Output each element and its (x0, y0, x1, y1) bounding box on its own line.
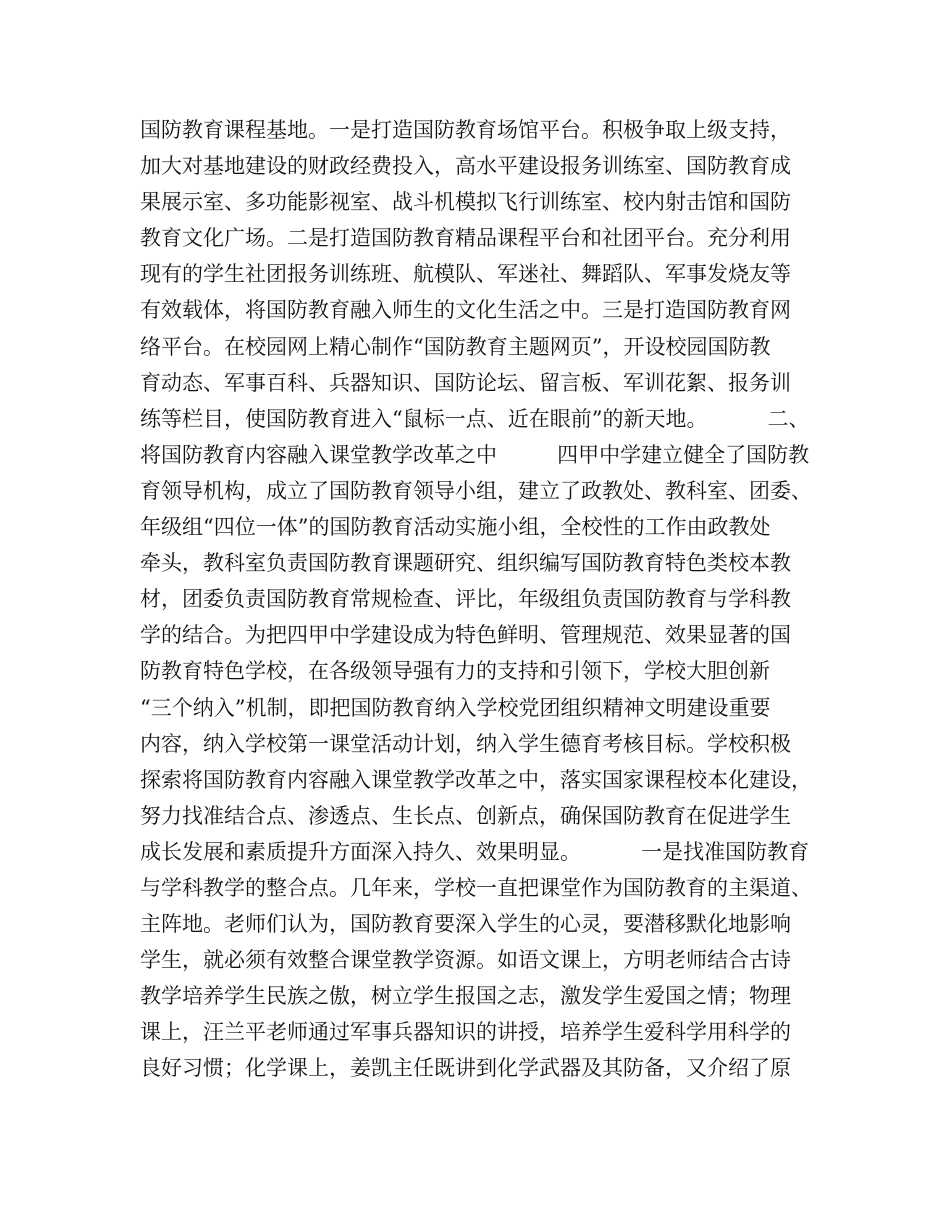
text-line: 育领导机构，成立了国防教育领导小组，建立了政教处、教科室、团委、 (140, 478, 812, 503)
text-line: 主阵地。老师们认为，国防教育要深入学生的心灵，要潜移默化地影响 (140, 912, 791, 937)
text-line: 成长发展和素质提升方面深入持久、效果明显。 一是找准国防教育 (140, 839, 810, 864)
text-line: 学生，就必须有效整合课堂教学资源。如语文课上，方明老师结合古诗 (140, 948, 791, 973)
text-line: 课上，汪兰平老师通过军事兵器知识的讲授，培养学生爱科学用科学的 (140, 1020, 791, 1045)
text-line: 探索将国防教育内容融入课堂教学改革之中，落实国家课程校本化建设， (140, 767, 812, 792)
text-line: 防教育特色学校，在各级领导强有力的支持和引领下，学校大胆创新 (140, 659, 770, 684)
text-line: 练等栏目，使国防教育进入“鼠标一点、近在眼前”的新天地。 二、 (140, 406, 810, 431)
text-line: 有效载体，将国防教育融入师生的文化生活之中。三是打造国防教育网 (140, 298, 791, 323)
text-line: 牵头，教科室负责国防教育课题研究、组织编写国防教育特色类校本教 (140, 551, 791, 576)
text-line: 年级组“四位一体”的国防教育活动实施小组，全校性的工作由政教处 (140, 515, 771, 540)
text-line: 果展示室、多功能影视室、战斗机模拟飞行训练室、校内射击馆和国防 (140, 190, 791, 215)
text-line: 加大对基地建设的财政经费投入，高水平建设报务训练室、国防教育成 (140, 154, 791, 179)
text-line: 将国防教育内容融入课堂教学改革之中 四甲中学建立健全了国防教 (140, 442, 810, 467)
text-line: 现有的学生社团报务训练班、航模队、军迷社、舞蹈队、军事发烧友等 (140, 262, 791, 287)
body-text (140, 112, 830, 1087)
text-line: 努力找准结合点、渗透点、生长点、创新点，确保国防教育在促进学生 (140, 803, 791, 828)
text-line: 教育文化广场。二是打造国防教育精品课程平台和社团平台。充分利用 (140, 226, 791, 251)
text-line: 络平台。在校园网上精心制作“国防教育主题网页”，开设校园国防教 (140, 334, 771, 359)
text-line: 内容，纳入学校第一课堂活动计划，纳入学生德育考核目标。学校积极 (140, 731, 791, 756)
text-line: “三个纳入”机制，即把国防教育纳入学校党团组织精神文明建设重要 (140, 695, 771, 720)
text-line: 与学科教学的整合点。几年来，学校一直把课堂作为国防教育的主渠道、 (140, 875, 812, 900)
text-line: 国防教育课程基地。一是打造国防教育场馆平台。积极争取上级支持， (140, 118, 791, 142)
text-line: 学的结合。为把四甲中学建设成为特色鲜明、管理规范、效果显著的国 (140, 623, 791, 648)
text-line: 育动态、军事百科、兵器知识、国防论坛、留言板、军训花絮、报务训 (140, 370, 791, 395)
text-line: 良好习惯；化学课上，姜凯主任既讲到化学武器及其防备，又介绍了原 (140, 1056, 791, 1081)
text-line: 教学培养学生民族之傲，树立学生报国之志，激发学生爱国之情；物理 (140, 984, 791, 1009)
text-line: 材，团委负责国防教育常规检查、评比，年级组负责国防教育与学科教 (140, 587, 791, 612)
